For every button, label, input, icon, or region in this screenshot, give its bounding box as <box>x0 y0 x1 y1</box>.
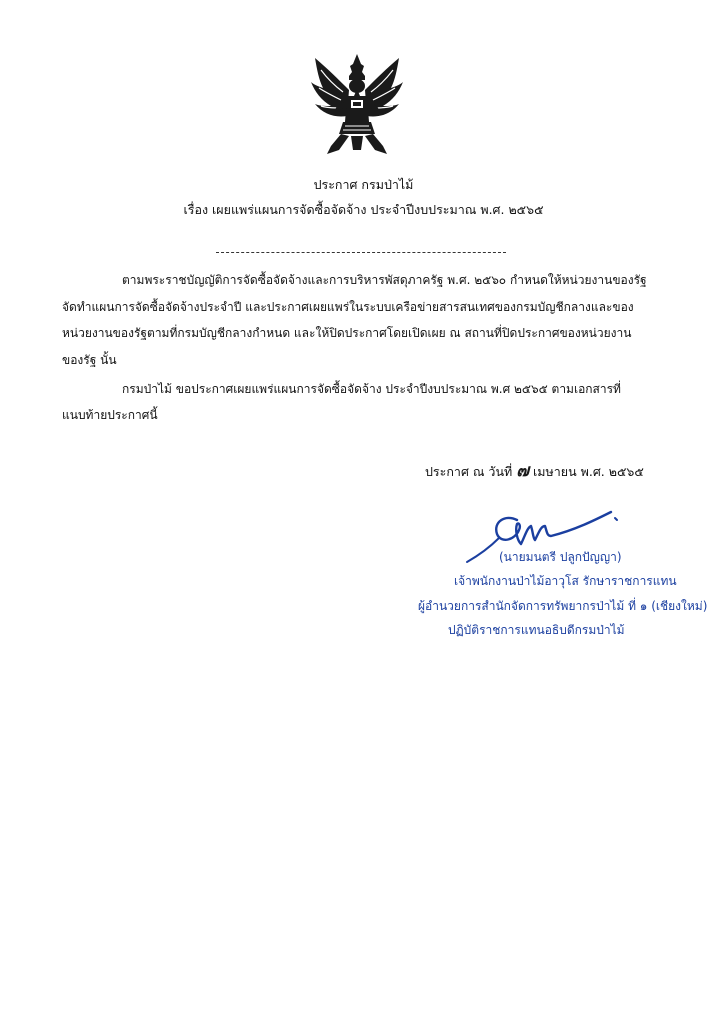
signatory-name: (นายมนตรี ปลูกปัญญา) <box>499 550 622 564</box>
dateline-day: ๗ <box>516 461 530 481</box>
dateline-suffix: เมษายน พ.ศ. ๒๕๖๕ <box>533 464 644 479</box>
paragraph-1-line-2: จัดทำแผนการจัดซื้อจัดจ้างประจำปี และประกาศเผยแพร่ในระบบเครือข่ายสารสนเทศของกรมบัญชีกลางและของ <box>62 300 634 314</box>
paragraph-1-line-1: ตามพระราชบัญญัติการจัดซื้อจัดจ้างและการบริหารพัสดุภาครัฐ พ.ศ. ๒๕๖๐ กำหนดให้หน่วยงานของรัฐ <box>122 273 647 287</box>
announcement-subject: เรื่อง เผยแพร่แผนการจัดซื้อจัดจ้าง ประจำปีงบประมาณ พ.ศ. ๒๕๖๕ <box>183 202 544 217</box>
paragraph-2-line-2: แนบท้ายประกาศนี้ <box>62 408 158 422</box>
garuda-emblem-icon <box>309 50 405 160</box>
paragraph-2-line-1: กรมป่าไม้ ขอประกาศเผยแพร่แผนการจัดซื้อจัดจ้าง ประจำปีงบประมาณ พ.ศ ๒๕๖๕ ตามเอกสารที่ <box>122 382 621 396</box>
dateline <box>425 462 644 481</box>
announcement-title: ประกาศ กรมป่าไม้ <box>313 177 414 192</box>
divider <box>216 252 506 253</box>
signatory-position-1: เจ้าพนักงานป่าไม้อาวุโส รักษาราชการแทน <box>454 574 677 588</box>
dateline-prefix: ประกาศ ณ วันที่ <box>425 464 513 479</box>
paragraph-1-line-3: หน่วยงานของรัฐตามที่กรมบัญชีกลางกำหนด และให้ปิดประกาศโดยเปิดเผย ณ สถานที่ปิดประกาศของหน่วยงาน <box>62 326 632 340</box>
signatory-position-3: ปฏิบัติราชการแทนอธิบดีกรมป่าไม้ <box>448 623 625 637</box>
signatory-position-2: ผู้อำนวยการสำนักจัดการทรัพยากรป่าไม้ ที่ ๑ (เชียงใหม่) <box>418 599 708 613</box>
paragraph-1-line-4: ของรัฐ นั้น <box>62 353 117 367</box>
